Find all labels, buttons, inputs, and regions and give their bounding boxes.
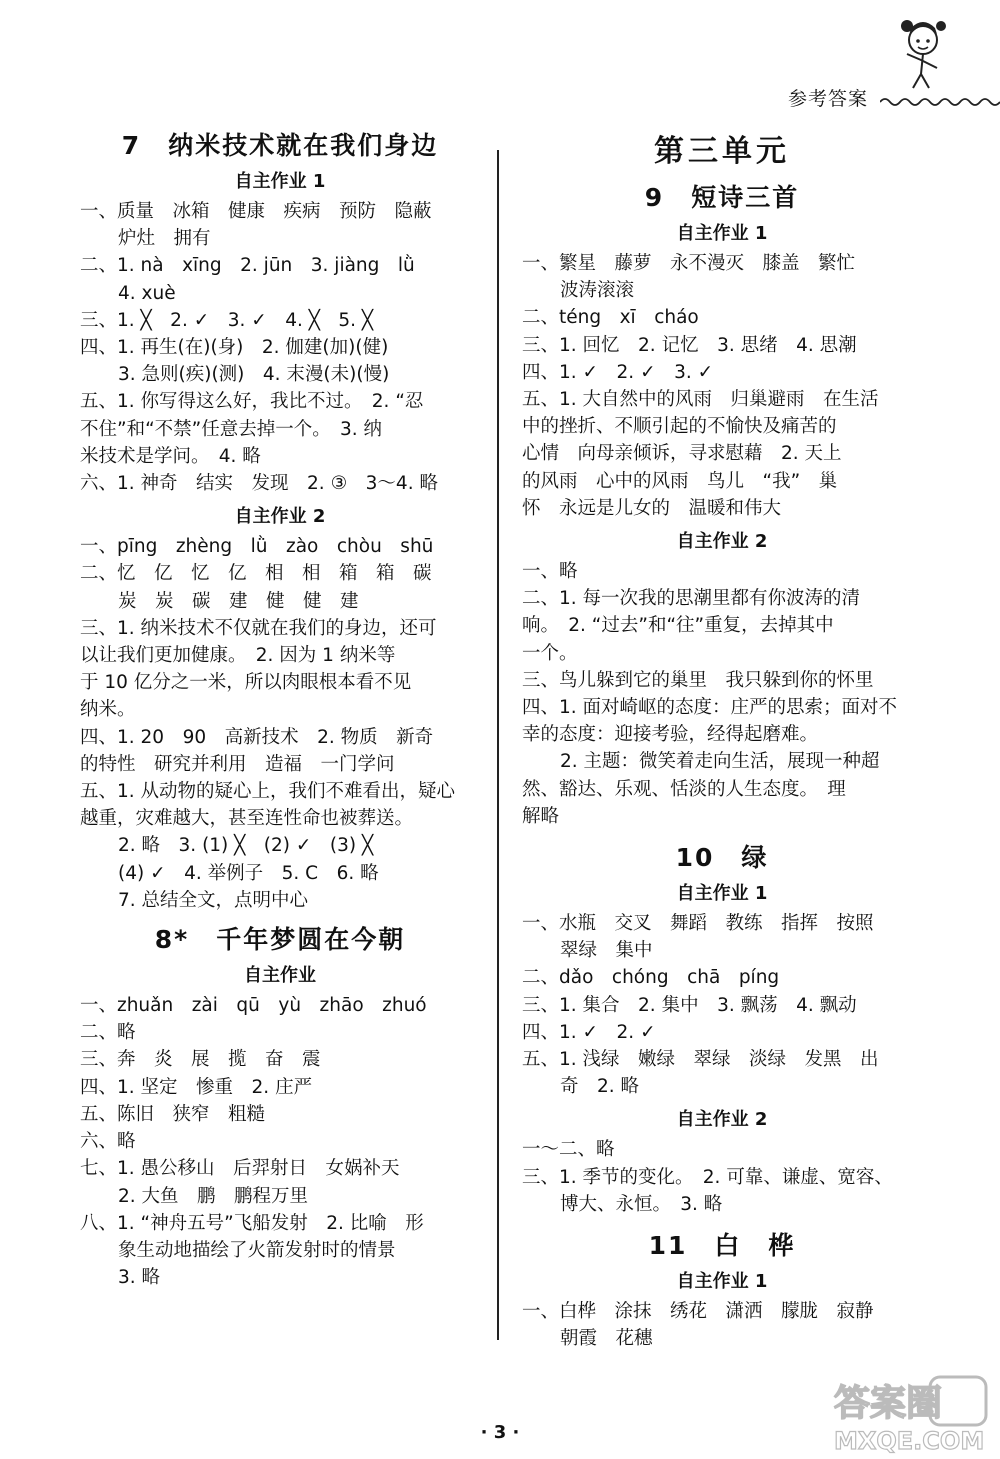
answer-line: 2. 略 3. (1) ╳ (2) ✓ (3) ╳ bbox=[118, 835, 374, 857]
answer-line: 二、téng xī cháo bbox=[522, 307, 699, 329]
lesson-10-homework-1-answers bbox=[522, 910, 922, 1100]
lesson-10-title: 10 绿 bbox=[675, 843, 769, 873]
answer-line: 2. 大鱼 鹏 鹏程万里 bbox=[118, 1185, 309, 1207]
answer-line: 4. xuè bbox=[118, 282, 176, 304]
lesson-10-homework-2-title: 自主作业 2 bbox=[676, 1109, 768, 1131]
answer-line: 炉灶 拥有 bbox=[118, 228, 211, 250]
answer-line: 一、白桦 涂抹 绣花 潇洒 朦胧 寂静 bbox=[522, 1301, 874, 1323]
wave-decoration bbox=[880, 94, 1000, 114]
lesson-9-homework-1-title: 自主作业 1 bbox=[676, 223, 768, 244]
answer-line: 五、1. 浅绿 嫩绿 翠绿 淡绿 发黑 出 bbox=[522, 1049, 879, 1071]
answer-line: 奇 2. 略 bbox=[560, 1076, 640, 1098]
answer-line: 解略 bbox=[522, 805, 560, 827]
answer-line: 三、1. 纳米技术不仅就在我们的身边，还可 bbox=[80, 617, 437, 639]
answer-line: 六、1. 神奇 结实 发现 2. ③ 3～4. 略 bbox=[80, 473, 438, 495]
answer-line: 四、1. ✓ 2. ✓ bbox=[522, 1021, 656, 1043]
answer-line: 响。 2. “过去”和“往”重复，去掉其中 bbox=[522, 615, 834, 637]
answer-line: 六、略 bbox=[80, 1131, 136, 1153]
answer-line: 一、繁星 藤萝 永不漫灭 膝盖 繁忙 bbox=[522, 253, 856, 274]
answer-line: 五、1. 大自然中的风雨 归巢避雨 在生活 bbox=[522, 389, 879, 411]
answer-line: 博大、永恒。 3. 略 bbox=[560, 1193, 723, 1215]
answer-line: 四、1. 再生(在)(身) 2. 伽建(加)(健) bbox=[80, 337, 389, 359]
answer-line: 的特性 研究并利用 造福 一门学问 bbox=[80, 753, 395, 775]
answer-line: 五、1. 从动物的疑心上，我们不难看出，疑心 bbox=[80, 781, 456, 803]
answer-line: 象生动地描绘了火箭发射时的情景 bbox=[118, 1239, 396, 1261]
answer-line: 2. 主题：微笑着走向生活，展现一种超 bbox=[560, 751, 880, 773]
answer-line: 二、忆 亿 忆 亿 相 相 箱 箱 碳 bbox=[80, 563, 432, 585]
lesson-7-homework-2-title: 自主作业 2 bbox=[234, 506, 326, 528]
answer-line: 四、1. 20 90 高新技术 2. 物质 新奇 bbox=[80, 726, 434, 748]
lesson-9-homework-2-answers bbox=[522, 558, 922, 830]
lesson-8-homework-title: 自主作业 bbox=[244, 965, 316, 987]
unit-title: 第三单元 bbox=[654, 134, 790, 169]
lesson-10-homework-2-answers bbox=[522, 1136, 922, 1218]
lesson-9-title: 9 短诗三首 bbox=[644, 183, 800, 212]
page-number: · 3 · bbox=[480, 1422, 520, 1443]
answer-line: 3. 略 bbox=[118, 1267, 161, 1289]
answer-line: 五、陈旧 狭窄 粗糙 bbox=[80, 1103, 266, 1125]
lesson-10-homework-1-title: 自主作业 1 bbox=[676, 883, 768, 905]
lesson-11-homework-1-answers bbox=[522, 1298, 922, 1352]
answer-line: 心情 向母亲倾诉，寻求慰藉 2. 天上 bbox=[522, 443, 842, 465]
answer-line: 不住”和“不禁”任意去掉一个。 3. 纳 bbox=[80, 418, 383, 440]
answer-line: 二、dǎo chóng chā píng bbox=[522, 967, 780, 989]
column-divider bbox=[497, 150, 499, 1340]
answer-line: 一、zhuǎn zài qū yù zhāo zhuó bbox=[80, 995, 427, 1017]
answer-line: 四、1. 坚定 惨重 2. 庄严 bbox=[80, 1076, 313, 1098]
answer-line: 一、略 bbox=[522, 561, 578, 583]
lesson-11-title: 11 白 桦 bbox=[648, 1231, 796, 1261]
answer-line: 的风雨 心中的风雨 鸟儿 “我” 巢 bbox=[522, 470, 838, 492]
answer-line: 中的挫折、不顺引起的不愉快及痛苦的 bbox=[522, 416, 837, 438]
lesson-9-homework-2-title: 自主作业 2 bbox=[676, 531, 768, 553]
lesson-11-homework-1-title: 自主作业 1 bbox=[676, 1271, 768, 1293]
left-column bbox=[80, 126, 480, 1291]
cartoon-girl-icon bbox=[885, 14, 955, 98]
lesson-7-homework-1-answers bbox=[80, 198, 480, 497]
answer-line: 幸的态度：迎接考验，经得起磨难。 bbox=[522, 724, 819, 746]
answer-line: 一个。 bbox=[522, 642, 578, 664]
lesson-7-homework-1-title: 自主作业 1 bbox=[234, 171, 326, 192]
answer-line: 一～二、略 bbox=[522, 1139, 615, 1161]
answer-line: 三、鸟儿躲到它的巢里 我只躲到你的怀里 bbox=[522, 669, 874, 691]
answer-line: 四、1. 面对崎岖的态度：庄严的思索；面对不 bbox=[522, 697, 898, 719]
answer-line: 二、1. nà xīng 2. jūn 3. jiàng lǜ bbox=[80, 255, 415, 277]
answer-line: 三、奔 炎 展 揽 奋 震 bbox=[80, 1049, 321, 1071]
answer-line: 于 10 亿分之一米，所以肉眼根本看不见 bbox=[80, 672, 412, 694]
answer-line: 波涛滚滚 bbox=[560, 280, 635, 302]
answer-line: 三、1. 回忆 2. 记忆 3. 思绪 4. 思潮 bbox=[522, 334, 857, 356]
answer-line: 越重，灾难越大，甚至连性命也被葬送。 bbox=[80, 808, 414, 830]
answer-line: 3. 急则(疾)(测) 4. 末漫(未)(慢) bbox=[118, 364, 390, 386]
answer-line: 一、质量 冰箱 健康 疾病 预防 隐蔽 bbox=[80, 201, 432, 222]
watermark-line1: 答案圈 bbox=[834, 1383, 943, 1424]
answer-line: 二、1. 每一次我的思潮里都有你波涛的清 bbox=[522, 588, 861, 610]
answer-line: 三、1. 集合 2. 集中 3. 飘荡 4. 飘动 bbox=[522, 994, 857, 1016]
watermark-logo bbox=[830, 1375, 995, 1459]
answer-line: 三、1. 季节的变化。 2. 可靠、谦虚、宽容、 bbox=[522, 1166, 893, 1188]
answer-key-label: 参考答案 bbox=[788, 88, 869, 110]
lesson-8-homework-answers bbox=[80, 992, 480, 1291]
answer-line: 七、1. 愚公移山 后羿射日 女娲补天 bbox=[80, 1158, 400, 1180]
answer-line: 朝霞 花穗 bbox=[560, 1328, 653, 1350]
answer-line: 纳米。 bbox=[80, 699, 136, 721]
answer-line: 五、1. 你写得这么好，我比不过。 2. “忍 bbox=[80, 391, 424, 413]
lesson-7-homework-2-answers bbox=[80, 533, 480, 914]
answer-line: 翠绿 集中 bbox=[560, 940, 653, 962]
lesson-9-homework-1-answers bbox=[522, 250, 922, 522]
answer-line: 一、pīng zhèng lǜ zào chòu shū bbox=[80, 536, 434, 558]
lesson-7-title: 7 纳米技术就在我们身边 bbox=[121, 131, 439, 160]
answer-line: (4) ✓ 4. 举例子 5. C 6. 略 bbox=[118, 862, 379, 884]
answer-line: 然、豁达、乐观、恬淡的人生态度。 理 bbox=[522, 778, 846, 800]
answer-line: 以让我们更加健康。 2. 因为 1 纳米等 bbox=[80, 645, 396, 667]
answer-line: 四、1. ✓ 2. ✓ 3. ✓ bbox=[522, 361, 714, 383]
answer-line: 7. 总结全文，点明中心 bbox=[118, 889, 309, 911]
answer-line: 一、水瓶 交叉 舞蹈 教练 指挥 按照 bbox=[522, 913, 874, 935]
answer-line: 怀 永远是儿女的 温暖和伟大 bbox=[522, 497, 782, 519]
right-column bbox=[522, 126, 922, 1353]
answer-line: 炭 炭 碳 建 健 健 建 bbox=[118, 590, 359, 612]
answer-line: 八、1. “神舟五号”飞船发射 2. 比喻 形 bbox=[80, 1212, 424, 1234]
answer-line: 米技术是学问。 4. 略 bbox=[80, 445, 261, 467]
answer-line: 三、1. ╳ 2. ✓ 3. ✓ 4. ╳ 5. ╳ bbox=[80, 309, 374, 331]
answer-line: 二、略 bbox=[80, 1022, 136, 1044]
watermark-line2: MXQE.COM bbox=[834, 1427, 985, 1455]
lesson-8-title: 8* 千年梦圆在今朝 bbox=[154, 925, 406, 955]
